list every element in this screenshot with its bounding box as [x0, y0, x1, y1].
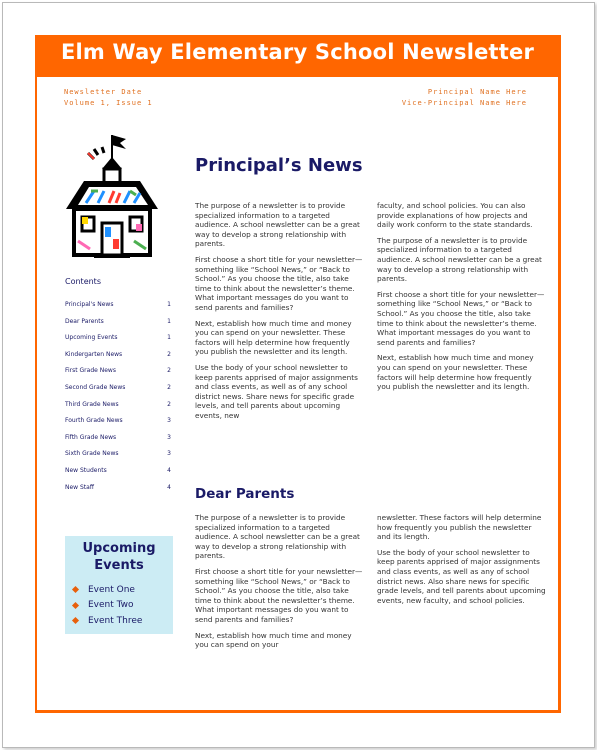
volume-issue: Volume 1, Issue 1	[64, 99, 153, 107]
toc-item[interactable]: Kindergarten News 2	[65, 350, 171, 358]
toc-item[interactable]: Third Grade News 2	[65, 400, 171, 408]
paragraph: The purpose of a newsletter is to provide specialized information to a targeted audience. A school newsletter can be a great way to develop a strong relationship with parents.	[195, 201, 360, 249]
vice-principal-name: Vice-Principal Name Here	[401, 99, 527, 107]
diamond-bullet-icon	[72, 586, 79, 593]
paragraph: Next, establish how much time and money you can spend on your newsletter. These factors will help determine how frequently you publish the newsletter and its length.	[377, 353, 534, 392]
toc-item[interactable]: New Staff 4	[65, 483, 171, 491]
paragraph: First choose a short title for your newsletter— something like “School News,” or “Back to School.” As you choose the title, also take time to think about the newsletter’s theme. What important messages do you want to send parents and families?	[195, 566, 363, 624]
event-item: Event One	[65, 582, 173, 598]
paragraph: Next, establish how much time and money you can spend on your newsletter. These factors will help determine how frequently you publish the newsletter and its length.	[195, 318, 352, 357]
paragraph: Next, establish how much time and money you can spend on your	[195, 630, 352, 650]
events-list	[65, 582, 173, 629]
issue-info	[64, 87, 153, 109]
paragraph: First choose a short title for your newsletter— something like “School News,” or “Back to School.” As you choose the title, also take time to think about the newsletter’s theme. What important messages do you want to send parents and families?	[377, 289, 545, 347]
toc-item[interactable]: First Grade News 2	[65, 367, 171, 375]
contents-title: Contents	[65, 277, 101, 286]
newsletter-title: Elm Way Elementary School Newsletter	[60, 40, 535, 64]
toc-item[interactable]: Dear Parents 1	[65, 317, 171, 325]
dear-parents-heading: Dear Parents	[195, 486, 295, 502]
event-item: Event Two	[65, 598, 173, 614]
toc-item[interactable]: Second Grade News 2	[65, 383, 171, 391]
toc-item[interactable]: Fifth Grade News 3	[65, 433, 171, 441]
paragraph: The purpose of a newsletter is to provide specialized information to a targeted audience. A school newsletter can be a great way to develop a strong relationship with parents.	[377, 235, 542, 284]
principal-news-column-1	[195, 201, 365, 426]
principal-name: Principal Name Here	[427, 88, 527, 96]
upcoming-events-box	[65, 536, 173, 634]
diamond-bullet-icon	[72, 617, 79, 624]
paragraph: Use the body of your school newsletter to keep parents apprised of major assignments and class events, as well as any of school district news. Also share news for specific grade levels, and tell parents about upcoming events, new faculty, and school policies.	[377, 547, 546, 605]
toc-item[interactable]: Sixth Grade News 3	[65, 450, 171, 458]
toc-item[interactable]: Upcoming Events 1	[65, 334, 171, 342]
toc-item[interactable]: Principal's News 1	[65, 301, 171, 308]
staff-info	[402, 87, 527, 109]
principal-news-column-2	[377, 201, 547, 398]
paragraph: newsletter. These factors will help determine how frequently you publish the newsletter and its length.	[377, 513, 542, 542]
event-item: Event Three	[65, 613, 173, 629]
dear-parents-column-2	[377, 513, 547, 611]
dear-parents-column-1	[195, 513, 365, 656]
newsletter-date: Newsletter Date	[64, 88, 143, 96]
paragraph: First choose a short title for your newsletter— something like “School News,” or “Back to School.” As you choose the title, also take time to think about the newsletter’s theme. What important messages do you want to send parents and families?	[195, 254, 363, 312]
table-of-contents	[65, 300, 171, 499]
diamond-bullet-icon	[72, 602, 79, 609]
paragraph: The purpose of a newsletter is to provide specialized information to a targeted audience. A school newsletter can be a great way to develop a strong relationship with parents.	[195, 513, 360, 561]
toc-item[interactable]: New Students 4	[65, 466, 171, 474]
toc-item[interactable]: Fourth Grade News 3	[65, 417, 171, 425]
paragraph: Use the body of your school newsletter to keep parents apprised of major assignments and class events, as well as of any school district news. Share news for specific grade levels, and tell parents about upcoming events, new	[195, 362, 358, 420]
principal-news-heading: Principal’s News	[195, 155, 363, 176]
schoolhouse-clipart	[64, 131, 160, 259]
events-title: Upcoming Events	[82, 541, 156, 573]
paragraph: faculty, and school policies. You can also provide explanations of how projects and daily work conform to the state standards.	[377, 201, 533, 230]
